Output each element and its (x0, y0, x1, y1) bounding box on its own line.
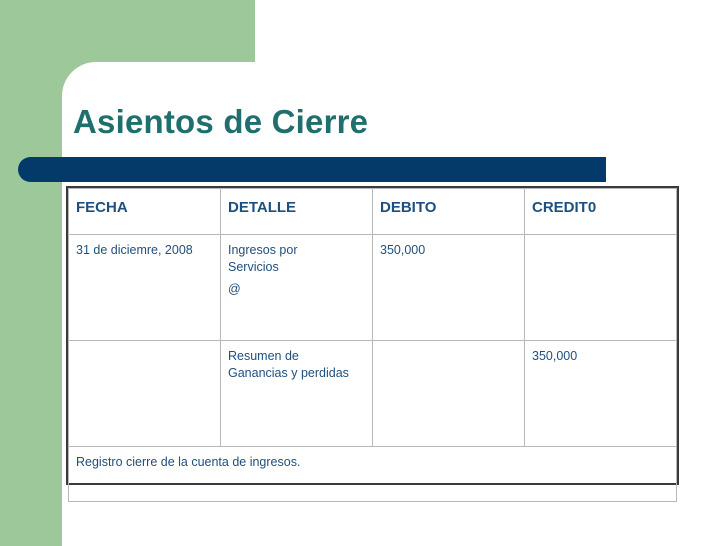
table-row (69, 341, 677, 447)
table-note: Registro cierre de la cuenta de ingresos. (69, 447, 677, 502)
green-left-strip (0, 0, 62, 546)
detalle-line: Servicios (228, 260, 279, 274)
header-detalle: DETALLE (221, 189, 373, 235)
detalle-line: Resumen de (228, 349, 299, 363)
closing-entries-table (66, 186, 679, 485)
table-note-row (69, 447, 677, 502)
title-divider-bar (18, 157, 606, 182)
cell-credito (525, 235, 677, 341)
table-header-row (69, 189, 677, 235)
cell-fecha (69, 341, 221, 447)
cell-detalle (221, 235, 373, 341)
cell-debito (373, 341, 525, 447)
header-fecha: FECHA (69, 189, 221, 235)
detalle-line: @ (228, 282, 241, 296)
cell-credito: 350,000 (525, 341, 677, 447)
cell-debito: 350,000 (373, 235, 525, 341)
cell-fecha: 31 de diciemre, 2008 (69, 235, 221, 341)
header-credito: CREDIT0 (525, 189, 677, 235)
header-debito: DEBITO (373, 189, 525, 235)
cell-detalle (221, 341, 373, 447)
detalle-line: Ingresos por (228, 243, 298, 257)
slide-title: Asientos de Cierre (73, 103, 369, 140)
table-row (69, 235, 677, 341)
detalle-line: Ganancias y perdidas (228, 366, 349, 380)
